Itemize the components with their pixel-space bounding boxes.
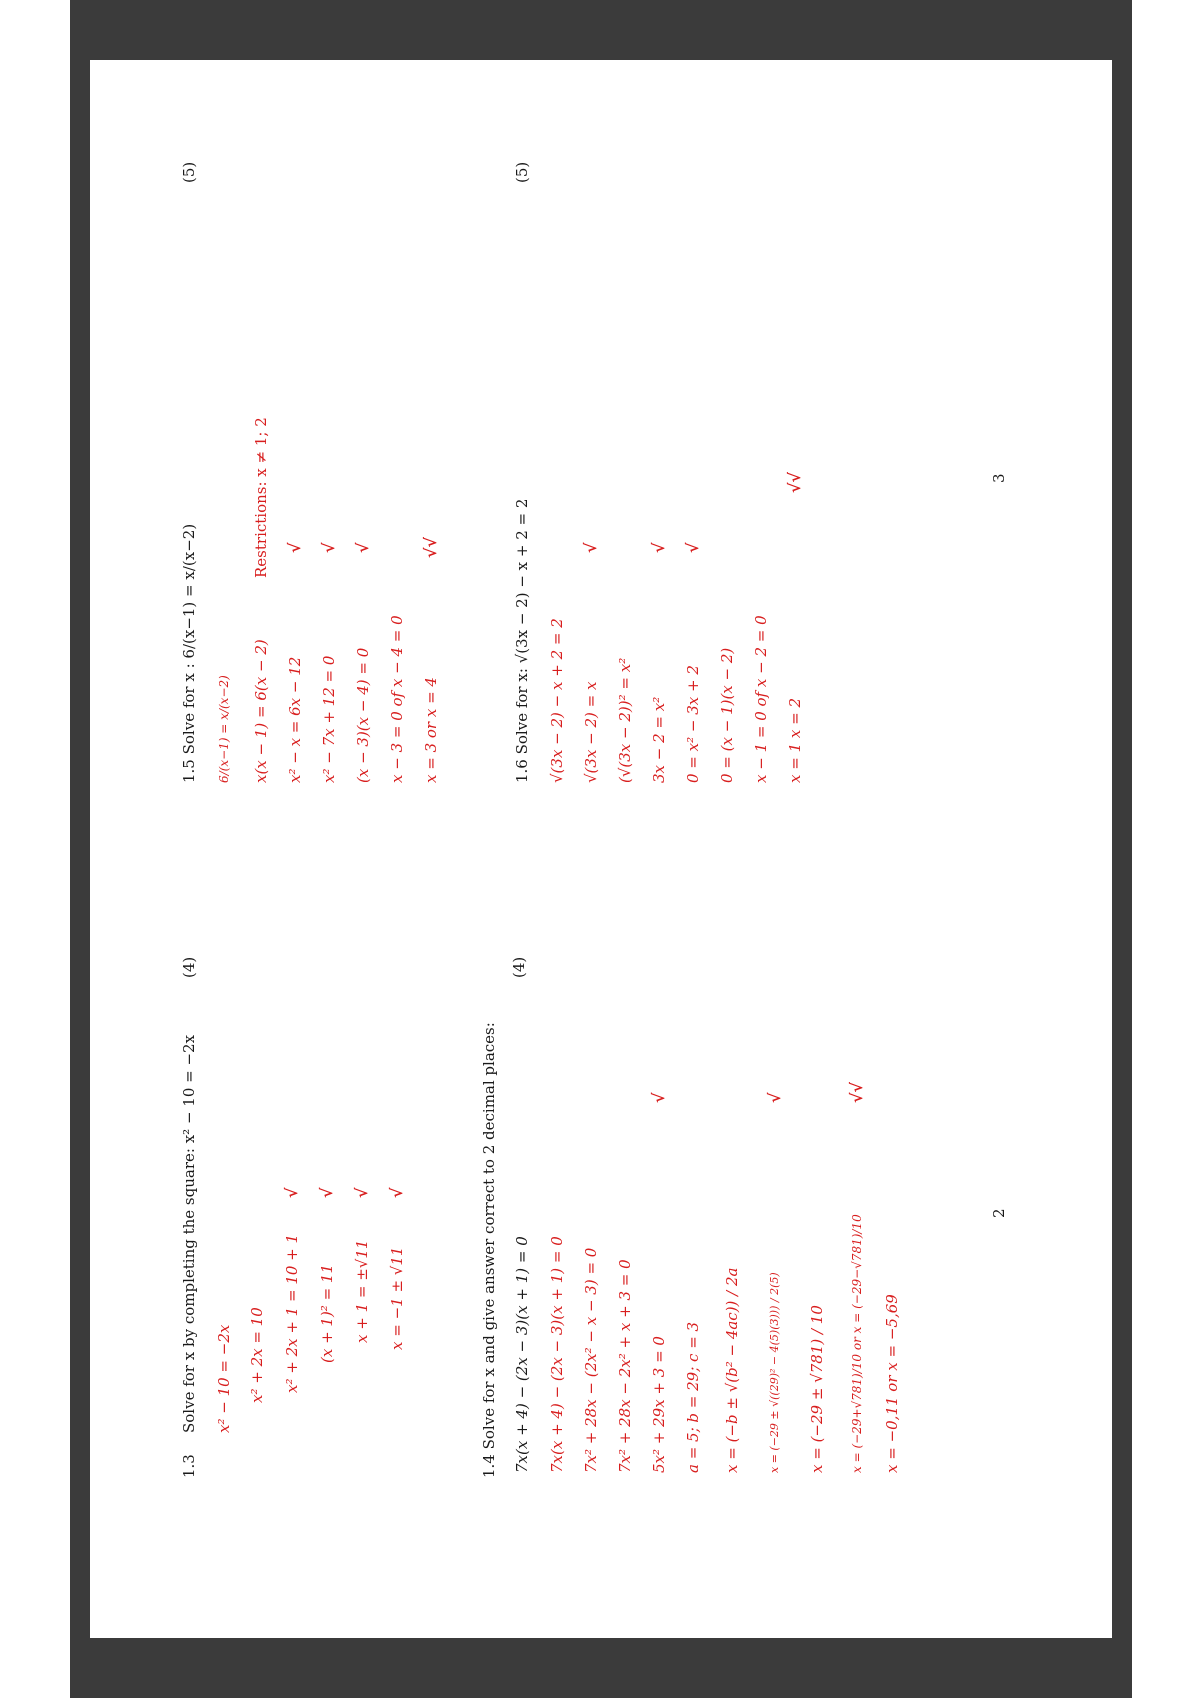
q13-tick: √ [282,1187,301,1198]
q16-step: (√(3x − 2))² = x² [616,657,634,783]
q16-tick: √ [649,542,668,553]
q13-step: x = −1 ± √11 [388,1246,406,1350]
q16-tick: √ [581,542,600,553]
q16-marks: (5) [513,161,531,183]
q13-step: x² + 2x = 10 [248,1307,266,1403]
q15-tick: √√ [421,536,440,558]
q16-step: x − 1 = 0 of x − 2 = 0 [752,615,770,783]
q15-step: x(x − 1) = 6(x − 2) [252,639,270,783]
q15-step: 6/(x−1) = x/(x−2) [217,675,231,783]
q14-given: 7x(x + 4) − (2x − 3)(x + 1) = 0 [513,1236,531,1473]
q16-step: x = 1 x = 2 [786,698,804,783]
q13-step: x + 1 = ±√11 [353,1239,371,1343]
q16-step: 0 = x² − 3x + 2 [684,665,702,783]
q15-tick: √ [319,542,338,553]
q15-step: x² − 7x + 12 = 0 [320,655,338,783]
q13-step: x² − 10 = −2x [215,1324,233,1433]
q13-tick: √ [317,1187,336,1198]
q15-restriction: Restrictions: x ≠ 1; 2 [252,417,270,578]
q14-tick: √ [649,1092,668,1103]
page-number-3: 3 [990,473,1008,483]
q13-step: (x + 1)² = 11 [318,1263,336,1363]
q15-step: x² − x = 6x − 12 [286,656,304,783]
q14-tick: √ [765,1092,784,1103]
q13-question: Solve for x by completing the square: x² − 10 = −2x [180,1034,198,1433]
q14-question: 1.4 Solve for x and give answer correct to 2 decimal places: [480,1022,498,1478]
q16-step: 3x − 2 = x² [650,696,668,783]
left-margin [0,0,70,1698]
q16-question: 1.6 Solve for x: √(3x − 2) − x + 2 = 2 [513,498,531,783]
q14-step: x = (−b ± √(b² − 4ac)) / 2a [723,1267,741,1473]
q14-step: x = −0,11 or x = −5,69 [883,1294,901,1473]
q16-tick: √ [683,542,702,553]
rotated-content [90,60,1112,1638]
q16-step: 0 = (x − 1)(x − 2) [718,647,736,783]
q13-tick: √ [387,1187,406,1198]
q14-step: 7x² + 28x − (2x² − x − 3) = 0 [582,1247,600,1473]
q15-marks: (5) [180,161,198,183]
q16-step: √(3x − 2) − x + 2 = 2 [548,618,566,783]
document-page [90,60,1112,1638]
q14-step: x = (−29 ± √((29)² − 4(5)(3))) / 2(5) [768,1272,781,1473]
q14-step: x = (−29+√781)/10 or x = (−29−√781)/10 [850,1214,864,1473]
q13-marks: (4) [180,956,198,978]
q15-question: 1.5 Solve for x : 6/(x−1) = x/(x−2) [180,523,198,783]
q16-tick: √√ [785,471,804,493]
q16-step: √(3x − 2) = x [582,681,600,783]
q15-step: x = 3 or x = 4 [422,677,440,783]
q15-tick: √ [353,542,372,553]
right-margin [1132,0,1200,1698]
q15-step: x − 3 = 0 of x − 4 = 0 [388,615,406,783]
q14-step: 7x² + 28x − 2x² + x + 3 = 0 [616,1259,634,1473]
q14-step: x = (−29 ± √781) / 10 [808,1305,826,1473]
q14-step: 7x(x + 4) − (2x − 3)(x + 1) = 0 [548,1236,566,1473]
q14-step: 5x² + 29x + 3 = 0 [650,1336,668,1473]
q13-step: x² + 2x + 1 = 10 + 1 [283,1233,301,1393]
page-number-2: 2 [990,1208,1008,1218]
q15-tick: √ [285,542,304,553]
q13-number: 1.3 [180,1454,198,1478]
q15-step: (x − 3)(x − 4) = 0 [354,647,372,783]
q13-tick: √ [352,1187,371,1198]
q14-marks: (4) [510,956,528,978]
q14-step: a = 5; b = 29; c = 3 [684,1321,702,1473]
q14-tick: √√ [847,1081,866,1103]
